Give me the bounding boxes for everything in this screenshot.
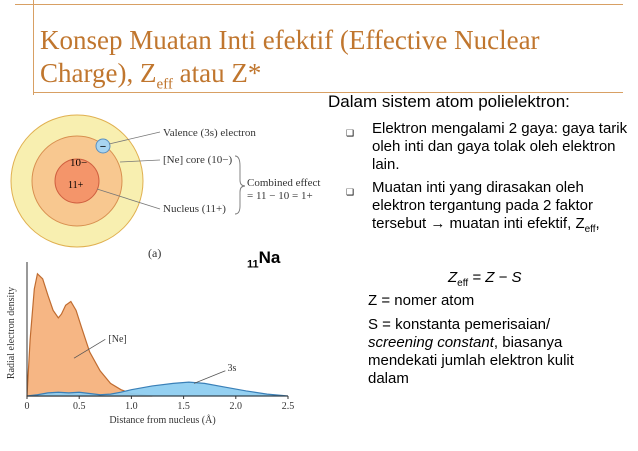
title-line-1: Konsep Muatan Inti efektif (Effective Nuclear bbox=[40, 25, 540, 55]
eq-sub: eff bbox=[457, 278, 469, 289]
series-label-ne: [Ne] bbox=[108, 333, 127, 345]
title-line-2-prefix: Charge), Z bbox=[40, 58, 157, 88]
bullet-2-prefix: Muatan inti yang dirasakan oleh elektron tergantung pada 2 faktor tersebut bbox=[372, 179, 593, 232]
nucleus-charge-label: 11+ bbox=[68, 180, 84, 191]
combined-brace bbox=[235, 156, 245, 214]
s-definition-2-rest: , biasanya bbox=[493, 334, 563, 351]
series-area-ne bbox=[27, 274, 152, 396]
combined-label-1: Combined effect bbox=[247, 177, 321, 189]
z-definition: Z = nomer atom bbox=[368, 292, 475, 309]
valence-label: Valence (3s) electron bbox=[163, 127, 256, 139]
bullet-2-text bbox=[372, 179, 628, 239]
title-line-2-sub: eff bbox=[156, 76, 173, 93]
x-tick-label: 2.5 bbox=[281, 401, 295, 412]
zeff-equation bbox=[448, 269, 521, 293]
element-name: Na bbox=[258, 248, 281, 267]
figure-caption: (a) bbox=[148, 246, 162, 260]
s-definition-4: dalam bbox=[368, 370, 409, 387]
bullet-2 bbox=[338, 179, 628, 239]
nucleus-label: Nucleus (11+) bbox=[163, 203, 226, 215]
x-tick-label: 0.5 bbox=[72, 401, 86, 412]
x-axis-label: Distance from nucleus (Å) bbox=[109, 415, 216, 426]
bullet-1 bbox=[338, 120, 628, 174]
x-tick-label: 1.0 bbox=[125, 401, 138, 412]
s-definition-2 bbox=[368, 334, 562, 352]
bullet-1-text: Elektron mengalami 2 gaya: gaya tarik oleh inti dan gaya tolak oleh elektron lain. bbox=[372, 120, 628, 173]
x-tick-label: 2.0 bbox=[229, 401, 243, 412]
combined-label-2: = 11 − 10 = 1+ bbox=[247, 190, 313, 202]
arrow-icon: → bbox=[430, 215, 446, 232]
screening-constant-italic: screening constant bbox=[368, 334, 494, 351]
s-definition-1: S = konstanta pemerisaian/ bbox=[368, 316, 551, 333]
eq-rhs: = Z − S bbox=[468, 269, 522, 286]
valence-electron-sign: − bbox=[99, 141, 107, 153]
y-axis-label: Radial electron density bbox=[6, 286, 17, 380]
bullet-2-end: , bbox=[595, 215, 600, 232]
core-label: [Ne] core (10−) bbox=[163, 154, 233, 166]
element-number: 11 bbox=[247, 258, 259, 271]
series-label-3s: 3s bbox=[227, 362, 237, 374]
bullet-2-mid: muatan inti efektif, Z bbox=[445, 215, 585, 232]
element-symbol bbox=[247, 248, 280, 270]
x-tick-label: 1.5 bbox=[177, 401, 190, 412]
s-definition-3: mendekati jumlah elektron kulit bbox=[368, 352, 574, 369]
core-charge-label: 10− bbox=[70, 157, 88, 169]
x-tick-label: 0 bbox=[24, 401, 30, 412]
bullet-2-sub: eff bbox=[584, 224, 596, 235]
lead-text: Dalam sistem atom polielektron: bbox=[328, 92, 570, 111]
bullet-square-icon: ❑ bbox=[346, 187, 355, 197]
eq-lhs: Z bbox=[448, 269, 458, 286]
title-line-2-suffix: atau Z* bbox=[172, 58, 262, 88]
bullet-square-icon: ❑ bbox=[346, 128, 355, 138]
series-leader-3s bbox=[194, 371, 225, 384]
radial-density-chart bbox=[6, 262, 294, 426]
